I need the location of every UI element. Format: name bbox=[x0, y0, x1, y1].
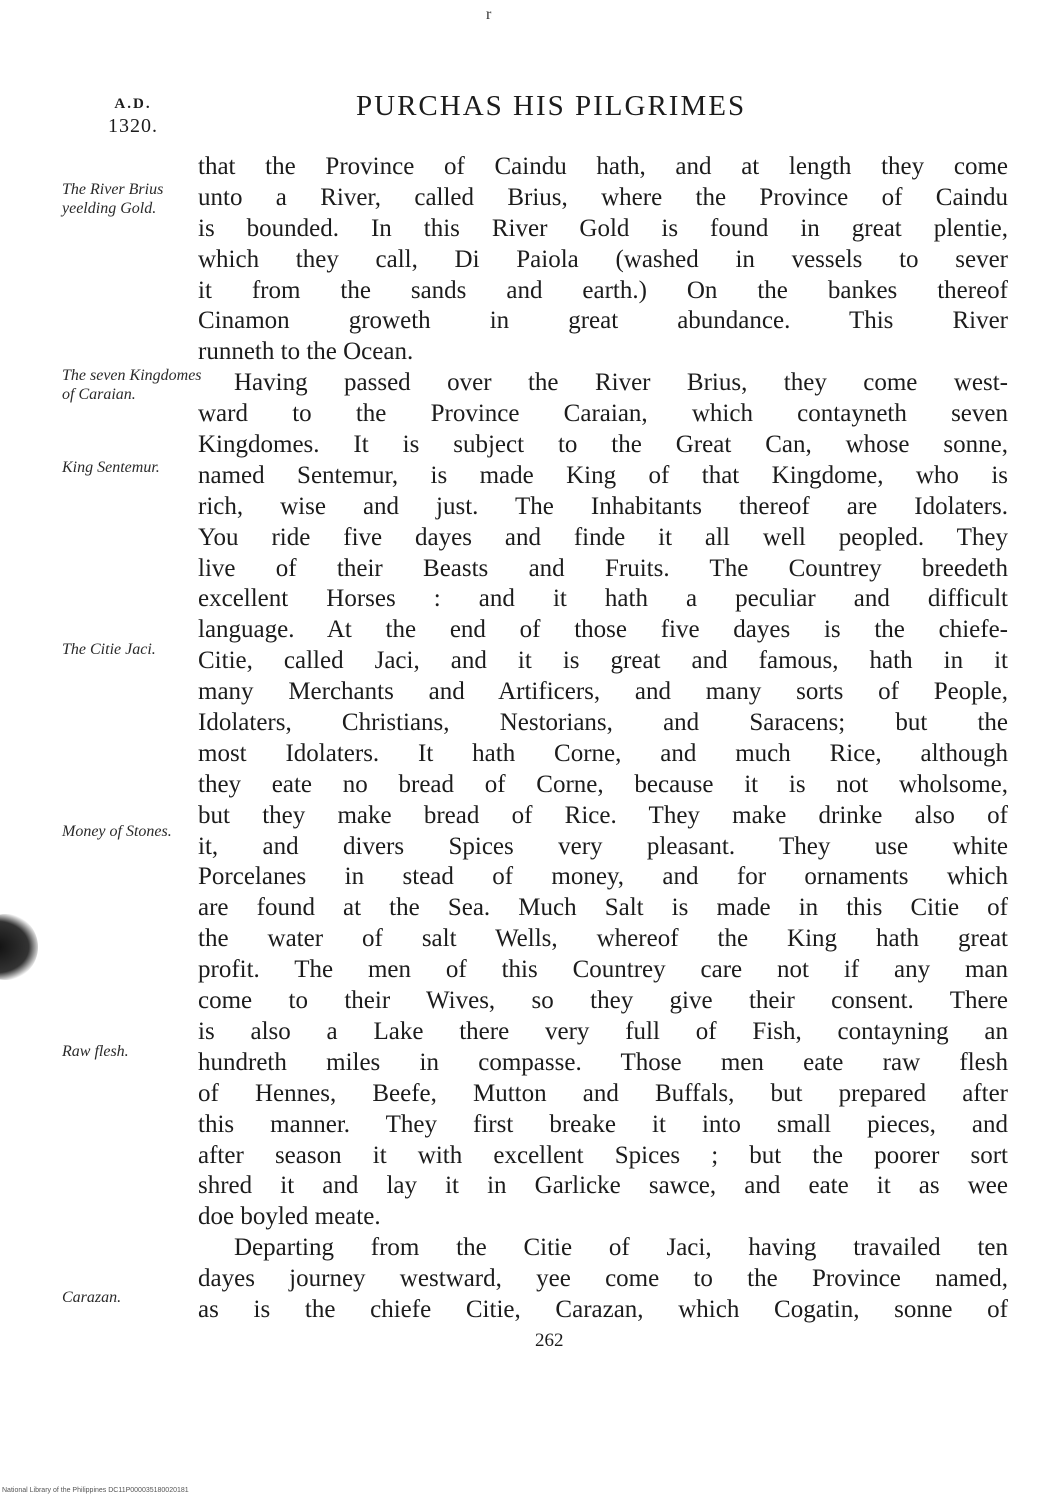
text-line: unto a River, called Brius, where the Province of Caindu bbox=[198, 183, 1008, 211]
text-line: named Sentemur, is made King of that Kingdome, who is bbox=[198, 461, 1008, 489]
text-line: as is the chiefe Citie, Carazan, which Cogatin, sonne of bbox=[198, 1295, 1008, 1323]
text-line: profit. The men of this Countrey care not if any man bbox=[198, 956, 1008, 984]
margin-note-seven-kingdomes: The seven Kingdomes of Caraian. bbox=[62, 367, 202, 403]
paragraph-2 bbox=[198, 368, 1008, 1233]
year-label: 1320. bbox=[108, 115, 158, 137]
text-line: doe boyled meate. bbox=[198, 1203, 381, 1231]
scan-edge-shadow bbox=[0, 914, 38, 980]
text-line: it, and divers Spices very pleasant. They use white bbox=[198, 832, 1008, 860]
margin-note-river-brius: The River Brius yeelding Gold. bbox=[62, 181, 164, 217]
text-line: are found at the Sea. Much Salt is made in this Citie of bbox=[198, 894, 1008, 922]
text-line: live of their Beasts and Fruits. The Countrey breedeth bbox=[198, 554, 1008, 582]
margin-note-carazan: Carazan. bbox=[62, 1289, 122, 1306]
text-line: which they call, Di Paiola (washed in vessels to sever bbox=[198, 245, 1008, 273]
margin-note-citie-jaci: The Citie Jaci. bbox=[62, 641, 156, 658]
body-text bbox=[198, 152, 1008, 1326]
text-line: Idolaters, Christians, Nestorians, and Saracens; but the bbox=[198, 709, 1008, 737]
text-line: You ride five dayes and finde it all well peopled. They bbox=[198, 523, 1008, 551]
paragraph-1 bbox=[198, 152, 1008, 368]
running-header-title: PURCHAS HIS PILGRIMES bbox=[356, 90, 747, 122]
text-line: they eate no bread of Corne, because it is not wholsome, bbox=[198, 770, 1008, 798]
text-line: rich, wise and just. The Inhabitants thereof are Idolaters. bbox=[198, 492, 1008, 520]
text-line: language. At the end of those five dayes is the chiefe- bbox=[198, 616, 1008, 644]
margin-note-money-of-stones: Money of Stones. bbox=[62, 823, 172, 840]
text-line: after season it with excellent Spices ; but the poorer sort bbox=[198, 1141, 1008, 1169]
text-line: Departing from the Citie of Jaci, having travailed ten bbox=[234, 1234, 1008, 1262]
text-line: Citie, called Jaci, and it is great and famous, hath in it bbox=[198, 647, 1008, 675]
text-line: that the Province of Caindu hath, and at length they come bbox=[198, 153, 1008, 180]
text-line: most Idolaters. It hath Corne, and much Rice, although bbox=[198, 739, 1008, 767]
text-line: excellent Horses : and it hath a peculiar and difficult bbox=[198, 585, 1008, 613]
text-line: is bounded. In this River Gold is found in great plentie, bbox=[198, 214, 1008, 242]
text-line: this manner. They first breake it into small pieces, and bbox=[198, 1110, 1008, 1138]
text-line: many Merchants and Artificers, and many sorts of People, bbox=[198, 678, 1008, 706]
text-line: Cinamon groweth in great abundance. This River bbox=[198, 307, 1008, 335]
text-line: shred it and lay it in Garlicke sawce, and eate it as wee bbox=[198, 1172, 1008, 1200]
text-line: ward to the Province Caraian, which contayneth seven bbox=[198, 400, 1008, 428]
text-line: hundreth miles in compasse. Those men eate raw flesh bbox=[198, 1048, 1008, 1076]
text-line: Having passed over the River Brius, they come west- bbox=[234, 369, 1008, 397]
text-line: is also a Lake there very full of Fish, contayning an bbox=[198, 1017, 1008, 1045]
era-label: A.D. bbox=[114, 96, 152, 112]
text-line: runneth to the Ocean. bbox=[198, 338, 414, 366]
top-mark: r bbox=[486, 6, 492, 23]
footer-credit: National Library of the Philippines DC11P000035180020181 bbox=[2, 1487, 189, 1494]
margin-note-raw-flesh: Raw flesh. bbox=[62, 1043, 129, 1060]
text-line: dayes journey westward, yee come to the Province named, bbox=[198, 1265, 1008, 1293]
text-line: it from the sands and earth.) On the bankes thereof bbox=[198, 276, 1008, 304]
text-line: the water of salt Wells, whereof the King hath great bbox=[198, 925, 1008, 953]
text-line: of Hennes, Beefe, Mutton and Buffals, but prepared after bbox=[198, 1079, 1008, 1107]
text-line: Kingdomes. It is subject to the Great Can, whose sonne, bbox=[198, 431, 1008, 459]
text-line: Porcelanes in stead of money, and for ornaments which bbox=[198, 863, 1008, 891]
year-block bbox=[108, 96, 158, 138]
margin-note-king-sentemur: King Sentemur. bbox=[62, 459, 160, 476]
page-number: 262 bbox=[535, 1330, 564, 1351]
text-line: come to their Wives, so they give their consent. There bbox=[198, 987, 1008, 1015]
text-line: but they make bread of Rice. They make drinke also of bbox=[198, 801, 1008, 829]
paragraph-3 bbox=[198, 1233, 1008, 1326]
